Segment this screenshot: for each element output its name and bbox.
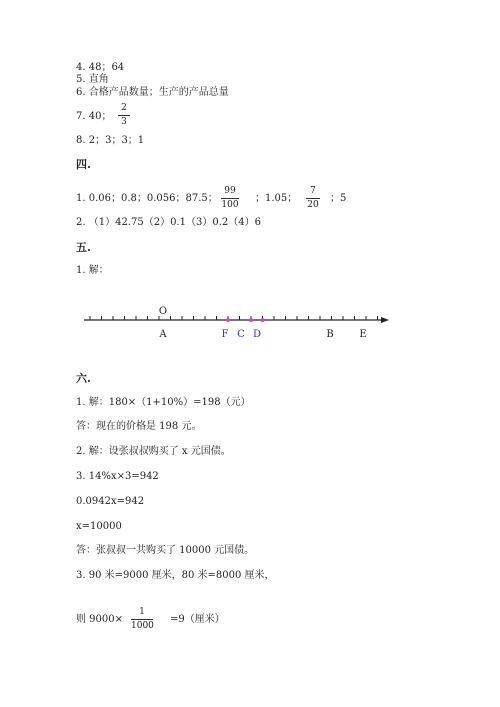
answer-8: 8. 2；3；3；1 xyxy=(76,135,145,146)
point-label-a: A xyxy=(159,329,167,340)
s6-line-4: 3. 14%x×3=942 xyxy=(76,471,159,482)
fraction-denominator: 3 xyxy=(121,117,127,127)
highlight-dot xyxy=(249,318,253,322)
highlight-dot xyxy=(226,318,230,322)
s6-line-1: 1. 解：180×（1+10%）=198（元） xyxy=(76,397,251,408)
s4-q2: 2. （1）42.75（2）0.1（3）0.2（4）6 xyxy=(76,217,261,228)
fraction-numerator: 7 xyxy=(310,186,316,196)
section-4-heading: 四. xyxy=(76,158,91,171)
highlight-dot xyxy=(261,318,265,322)
s4-q1-middle: ；1.05； xyxy=(255,193,298,204)
fraction-denominator: 100 xyxy=(221,200,239,210)
point-label-c: C xyxy=(237,329,245,340)
answer-6: 6. 合格产品数量；生产的产品总量 xyxy=(76,87,229,98)
point-label-b: B xyxy=(326,329,334,340)
number-line-ticks xyxy=(90,316,378,322)
s6-line-5: 0.0942x=942 xyxy=(76,496,145,507)
arrow-right-icon xyxy=(381,317,389,323)
fraction-numerator: 99 xyxy=(224,186,236,196)
s6-line-3: 2. 解：设张叔叔购买了 x 元国债。 xyxy=(76,446,231,457)
s6-line-8: 3. 90 米=9000 厘米，80 米=8000 厘米， xyxy=(76,570,275,581)
s6-line-9-prefix: 则 9000× xyxy=(76,614,124,625)
fraction-bar xyxy=(131,619,153,620)
fraction-denominator: 20 xyxy=(307,200,319,210)
s6-line-9-fraction xyxy=(131,607,153,632)
number-line-point-labels xyxy=(158,329,366,340)
s5-q1: 1. 解： xyxy=(76,265,109,276)
s4-q1-prefix: 1. 0.06；0.8；0.056；87.5； xyxy=(76,193,218,204)
s6-line-6: x=10000 xyxy=(76,521,122,532)
fraction-denominator: 1000 xyxy=(131,621,154,631)
s4-q1-suffix: ；5 xyxy=(330,193,347,204)
s6-line-2: 答：现在的价格是 198 元。 xyxy=(76,421,202,432)
section-6-heading: 六. xyxy=(76,372,91,385)
point-label-e: E xyxy=(359,329,367,340)
fraction-numerator: 2 xyxy=(121,103,127,113)
origin-label: O xyxy=(158,306,168,317)
point-label-f: F xyxy=(221,329,229,340)
fraction-numerator: 1 xyxy=(139,607,145,617)
s6-line-9-suffix: =9（厘米） xyxy=(170,614,225,625)
answer-4: 4. 48；64 xyxy=(76,62,125,73)
answer-7-text: 7. 40； xyxy=(76,111,112,122)
answer-5: 5. 直角 xyxy=(76,74,109,85)
section-5-heading: 五. xyxy=(76,241,91,254)
s6-line-7: 答：张叔叔一共购买了 10000 元国债。 xyxy=(76,545,255,556)
point-label-d: D xyxy=(252,329,262,340)
